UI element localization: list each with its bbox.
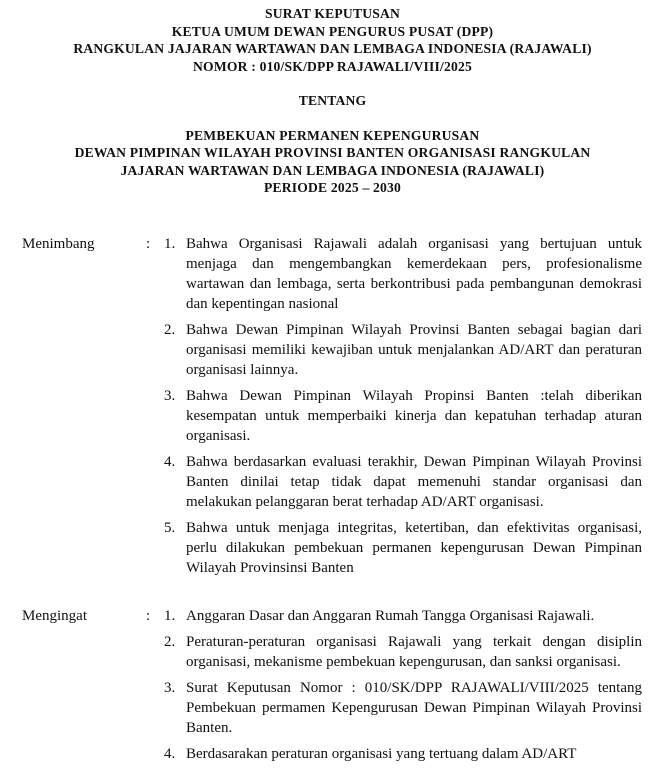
considering-item	[164, 518, 642, 578]
subject-line-1: PEMBEKUAN PERMANEN KEPENGURUSAN	[185, 127, 480, 143]
considering-section	[22, 234, 642, 578]
item-number: 2.	[164, 633, 176, 650]
item-number: 1.	[164, 607, 176, 624]
recalling-colon: :	[146, 607, 151, 624]
recalling-section	[22, 606, 642, 764]
item-text: Bahwa Organisasi Rajawali adalah organisasi yang bertujuan untuk menjaga dan mengembangkan kemerdekaan pers, profesionalisme wartawan dan lembaga, serta berkontribusi pada pembangunan demokrasi dan kepentingan nasional	[186, 235, 642, 312]
recalling-list	[164, 606, 642, 764]
subject-line-2: DEWAN PIMPINAN WILAYAH PROVINSI BANTEN ORGANISASI RANGKULAN	[74, 145, 591, 160]
item-text: Berdasarakan peraturan organisasi yang tertuang dalam AD/ART	[186, 745, 577, 762]
decree-title: SURAT KEPUTUSAN	[264, 6, 401, 21]
item-number: 4.	[164, 453, 176, 470]
item-text: Peraturan-peraturan organisasi Rajawali yang terkait dengan disiplin organisasi, mekanisme pembekuan kepengurusan, dan sanksi organisasi.	[186, 633, 642, 670]
considering-label: Menimbang	[22, 235, 95, 252]
issuer-title: KETUA UMUM DEWAN PENGURUS PUSAT (DPP)	[171, 23, 494, 39]
item-text: Bahwa Dewan Pimpinan Wilayah Propinsi Banten :telah diberikan kesempatan untuk memperbaiki kinerja dan kepatuhan terhadap aturan organisasi.	[186, 387, 642, 444]
recalling-item	[164, 632, 642, 672]
decree-number: NOMOR : 010/SK/DPP RAJAWALI/VIII/2025	[193, 58, 472, 74]
considering-list	[164, 234, 642, 578]
document-header	[0, 5, 665, 197]
item-text: Bahwa Dewan Pimpinan Wilayah Provinsi Banten sebagai bagian dari organisasi memiliki kewajiban untuk menjalankan AD/ART dan peraturan organisasi lainnya.	[186, 321, 642, 378]
considering-item	[164, 452, 642, 512]
item-number: 5.	[164, 519, 176, 536]
organization-name: RANGKULAN JAJARAN WARTAWAN DAN LEMBAGA INDONESIA (RAJAWALI)	[73, 41, 592, 56]
item-number: 3.	[164, 679, 176, 696]
item-text: Anggaran Dasar dan Anggaran Rumah Tangga Organisasi Rajawali.	[186, 607, 595, 624]
recalling-label: Mengingat	[22, 607, 87, 624]
recalling-item	[164, 678, 642, 738]
subject-line-3: JAJARAN WARTAWAN DAN LEMBAGA INDONESIA (RAJAWALI)	[120, 162, 545, 178]
item-text: Bahwa berdasarkan evaluasi terakhir, Dewan Pimpinan Wilayah Provinsi Banten dinilai tetap tidak dapat memenuhi standar organisasi dan melakukan pelanggaran berat terhadap AD/ART organisasi.	[186, 453, 642, 510]
recalling-item	[164, 606, 642, 626]
subject-period: PERIODE 2025 – 2030	[263, 180, 402, 195]
item-text: Bahwa untuk menjaga integritas, ketertiban, dan efektivitas organisasi, perlu dilakukan pembekuan permanen kepengurusan Dewan Pimpinan Wilayah Provinsinsi Banten	[186, 519, 642, 576]
item-number: 4.	[164, 745, 176, 762]
considering-item	[164, 320, 642, 380]
about-heading: TENTANG	[298, 93, 367, 108]
item-number: 1.	[164, 235, 176, 252]
considering-item	[164, 386, 642, 446]
item-text: Surat Keputusan Nomor : 010/SK/DPP RAJAWALI/VIII/2025 tentang Pembekuan permamen Kepengurusan Dewan Pimpinan Wilayah Provinsi Banten.	[186, 679, 642, 736]
item-number: 3.	[164, 387, 176, 404]
considering-item	[164, 234, 642, 314]
considering-colon: :	[146, 235, 151, 252]
recalling-item	[164, 744, 642, 764]
item-number: 2.	[164, 321, 176, 338]
